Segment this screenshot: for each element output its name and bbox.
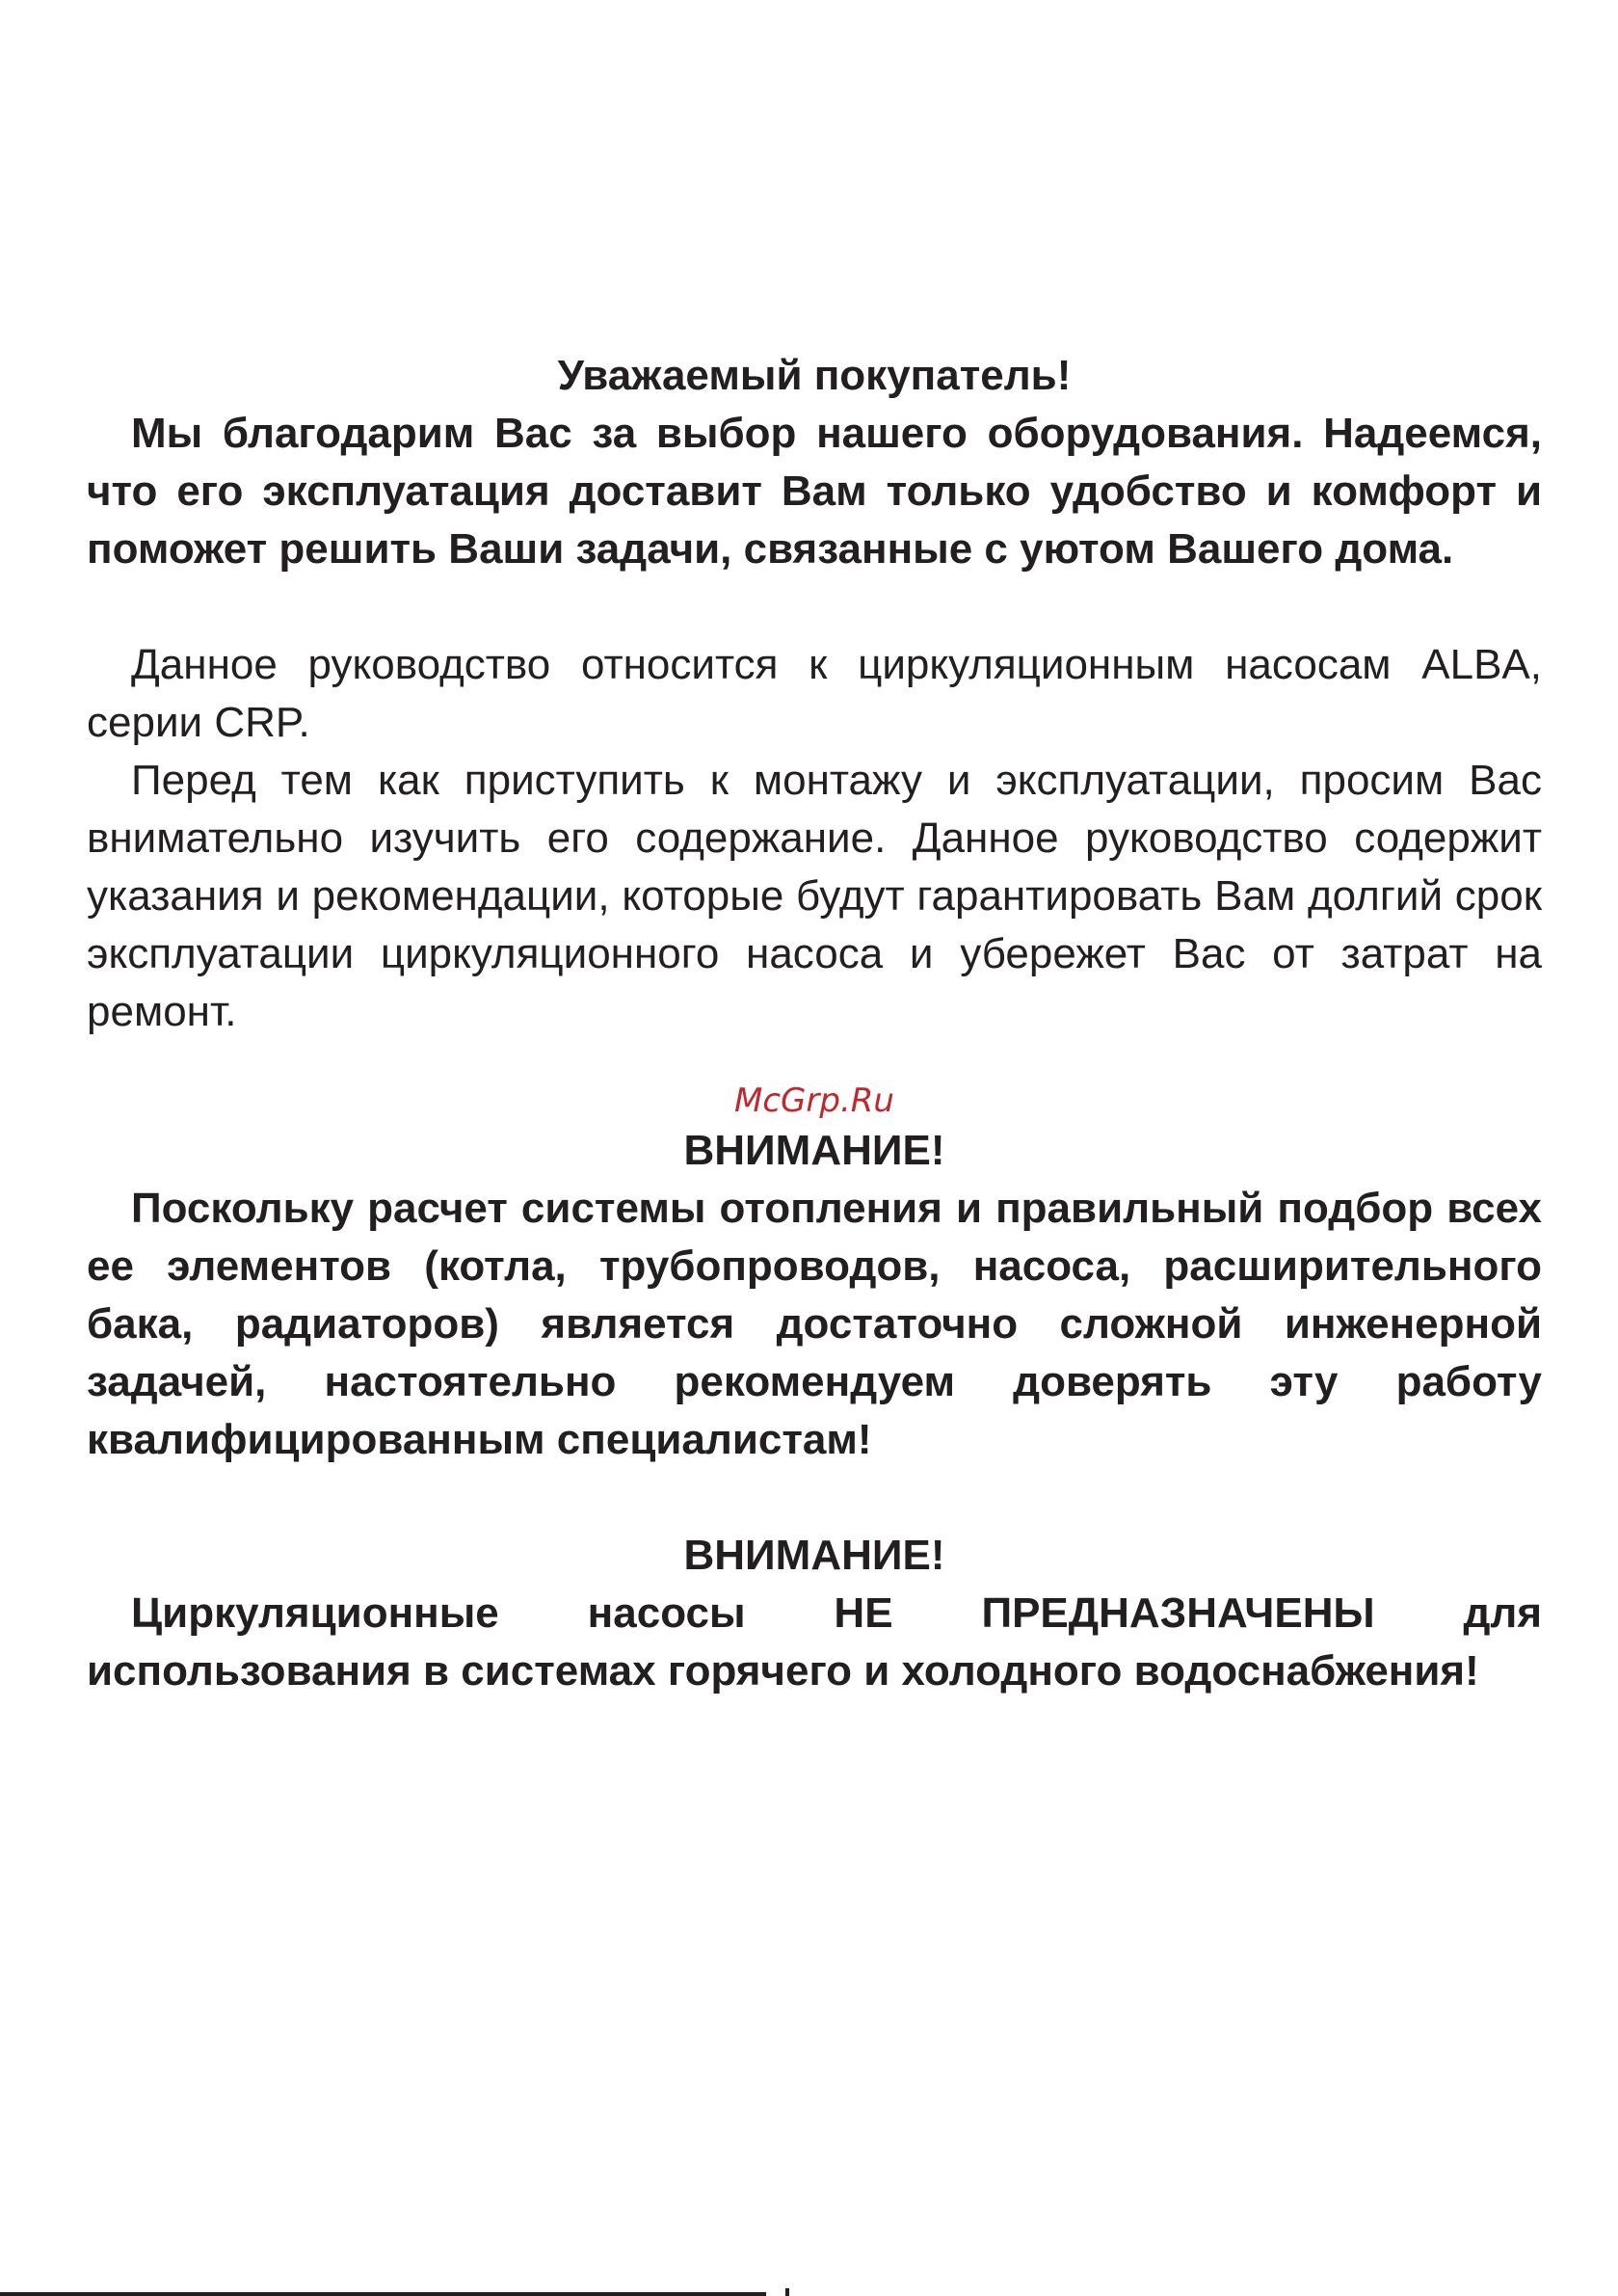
warning-1-paragraph: Поскольку расчет системы отопления и правильный подбор всех ее элементов (котла, трубопроводов, насоса, расширительного бака, радиаторов) является достаточно сложной инженерной задачей, настоятельно рекомендуем доверять эту работу квалифицированным специалистам! xyxy=(87,1185,1542,1463)
warning-2-paragraph: Циркуляционные насосы НЕ ПРЕДНАЗНАЧЕНЫ для использования в системах горячего и холодного водоснабжения! xyxy=(87,1589,1542,1695)
intro-paragraph-1: Данное руководство относится к циркуляционным насосам ALBA, серии CRP. xyxy=(87,641,1542,746)
greeting-paragraph: Мы благодарим Вас за выбор нашего оборудования. Надеемся, что его эксплуатация доставит Вам только удобство и комфорт и поможет решить Ваши задачи, связанные с уютом Вашего дома. xyxy=(87,410,1542,573)
document-page xyxy=(87,347,1542,1700)
spacer xyxy=(87,578,1542,636)
spacer xyxy=(87,1041,1542,1080)
footer-tick xyxy=(785,2288,789,2296)
greeting-title: Уважаемый покупатель! xyxy=(557,352,1072,399)
spacer xyxy=(87,1469,1542,1527)
warning-1-title: ВНИМАНИЕ! xyxy=(683,1127,945,1174)
intro-paragraph-2: Перед тем как приступить к монтажу и эксплуатации, просим Вас внимательно изучить его содержание. Данное руководство содержит указания и рекомендации, которые будут гарантировать Вам долгий срок эксплуатации циркуляционного насоса и убережет Вас от затрат на ремонт. xyxy=(87,757,1542,1035)
watermark-text: McGrp.Ru xyxy=(734,1081,894,1120)
footer-rule xyxy=(0,2292,766,2296)
warning-2-title: ВНИМАНИЕ! xyxy=(683,1532,945,1579)
